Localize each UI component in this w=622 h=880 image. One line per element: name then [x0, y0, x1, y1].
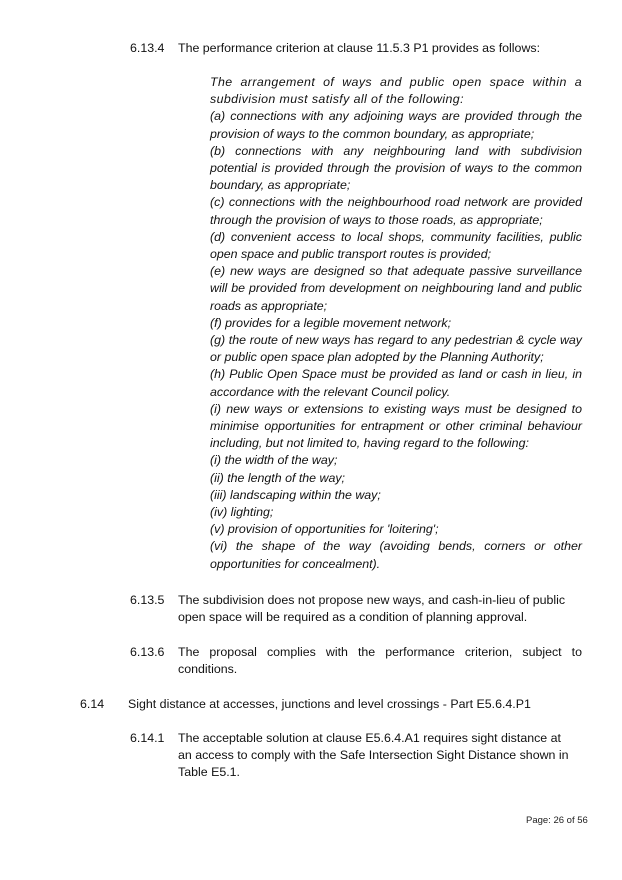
quote-item-h: (h) Public Open Space must be provided as land or cash in lieu, in accordance with the relevant Council policy.: [210, 367, 582, 399]
clause-text: The acceptable solution at clause E5.6.4.A1 requires sight distance at an access to comply with the Safe Intersection Sight Distance shown in Table E5.1.: [178, 731, 569, 779]
quote-subitem-iii: (iii) landscaping within the way;: [210, 487, 381, 502]
page-number: Page: 26 of 56: [526, 815, 588, 826]
quote-item-f: (f) provides for a legible movement network;: [210, 315, 452, 330]
clause-number: 6.13.6: [130, 645, 165, 659]
clause-6-13-6: [130, 644, 590, 684]
clause-6-13-5: [130, 592, 590, 632]
section-heading: Sight distance at accesses, junctions and level crossings - Part E5.6.4.P1: [128, 697, 531, 711]
quote-subitem-vi: (vi) the shape of the way (avoiding bends, corners or other opportunities for concealment).: [210, 539, 582, 571]
quote-item-i: (i) new ways or extensions to existing ways must be designed to minimise opportunities for entrapment or other criminal behaviour including, but not limited to, having regard to the following:: [210, 401, 582, 451]
quote-item-b: (b) connections with any neighbouring land with subdivision potential is provided through the provision of ways to the common boundary, as appropriate;: [210, 143, 582, 193]
quote-subitem-iv: (iv) lighting;: [210, 505, 274, 520]
quote-item-a: (a) connections with any adjoining ways are provided through the provision of ways to the common boundary, as appropriate;: [210, 109, 582, 141]
clause-number: 6.13.5: [130, 593, 165, 607]
clause-text: The performance criterion at clause 11.5.3 P1 provides as follows:: [178, 41, 541, 55]
section-6-14: [80, 696, 590, 716]
section-number: 6.14: [80, 697, 105, 711]
clause-number: 6.13.4: [130, 41, 165, 55]
performance-criterion-quote: [210, 74, 582, 573]
quote-item-e: (e) new ways are designed so that adequate passive surveillance will be provided from development on neighbouring land and public roads as appropriate;: [210, 264, 582, 313]
quote-item-c: (c) connections with the neighbourhood road network are provided through the provision of ways to those roads, as appropriate;: [210, 195, 582, 227]
clause-6-13-4: [130, 40, 590, 60]
clause-number: 6.14.1: [130, 731, 165, 745]
quote-subitem-ii: (ii) the length of the way;: [210, 470, 345, 485]
quote-subitem-v: (v) provision of opportunities for 'loitering';: [210, 522, 439, 537]
clause-text: The proposal complies with the performance criterion, subject to conditions.: [178, 645, 582, 676]
quote-intro: The arrangement of ways and public open space within a subdivision must satisfy all of the following:: [210, 75, 582, 107]
quote-item-g: (g) the route of new ways has regard to any pedestrian & cycle way or public open space plan adopted by the Planning Authority;: [210, 333, 582, 365]
clause-6-14-1: [130, 730, 590, 786]
quote-subitem-i: (i) the width of the way;: [210, 453, 338, 468]
quote-item-d: (d) convenient access to local shops, community facilities, public open space and public transport routes is provided;: [210, 229, 582, 262]
clause-text: The subdivision does not propose new ways, and cash-in-lieu of public open space will be required as a condition of planning approval.: [178, 593, 566, 624]
